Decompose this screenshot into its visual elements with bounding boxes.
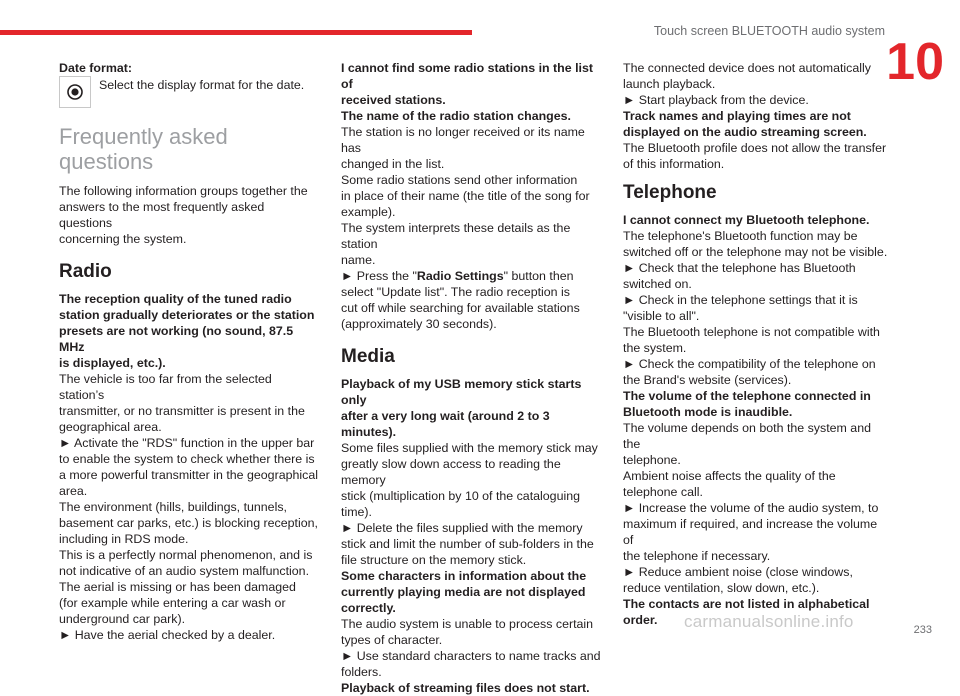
text-line: Bluetooth mode is inaudible.	[623, 405, 793, 419]
faq-heading-line: Frequently asked	[59, 124, 228, 149]
text-line: answers to the most frequently asked questions	[59, 200, 265, 230]
text-line: reduce ventilation, slow down, etc.).	[623, 581, 820, 595]
text-line: The system interprets these details as the station	[341, 221, 571, 251]
text-line: "visible to all".	[623, 309, 700, 323]
text-line: cut off while searching for available stations	[341, 301, 580, 315]
text-line: changed in the list.	[341, 157, 445, 171]
text-line: telephone call.	[623, 485, 703, 499]
text-line: select "Update list". The radio reception is	[341, 285, 570, 299]
date-format-label: Date format:	[59, 61, 132, 75]
radio-answer-stations	[341, 124, 606, 332]
text-line: ► Reduce ambient noise (close windows,	[623, 565, 853, 579]
text-line: launch playback.	[623, 77, 716, 91]
telephone-answer-volume	[623, 420, 888, 596]
text-line: correctly.	[341, 601, 396, 615]
date-format-text: Select the display format for the date.	[99, 78, 305, 92]
text-line: Ambient noise affects the quality of the	[623, 469, 836, 483]
text-line: ► Activate the "RDS" function in the upper bar	[59, 436, 315, 450]
text-line: presets are not working (no sound, 87.5 MHz	[59, 324, 294, 354]
text-line: station gradually deteriorates or the station	[59, 308, 315, 322]
text-line: geographical area.	[59, 420, 162, 434]
text-line: The Bluetooth profile does not allow the transfer	[623, 141, 887, 155]
radio-settings-button-label: Radio Settings	[416, 269, 504, 283]
text-line: (for example while entering a car wash or	[59, 596, 286, 610]
text-line: I cannot find some radio stations in the list of	[341, 61, 593, 91]
page-number: 233	[913, 624, 932, 636]
faq-intro	[59, 183, 319, 247]
text-run: " button then	[503, 269, 574, 283]
radio-answer	[59, 371, 319, 643]
text-line: The volume of the telephone connected in	[623, 389, 871, 403]
text-line: file structure on the memory stick.	[341, 553, 527, 567]
text-line: Some radio stations send other information	[341, 173, 578, 187]
column-right	[623, 60, 888, 628]
telephone-answer-connect	[623, 228, 888, 388]
text-line: concerning the system.	[59, 232, 187, 246]
column-middle	[341, 60, 606, 696]
text-line: (approximately 30 seconds).	[341, 317, 497, 331]
media-question-track-names	[623, 108, 888, 140]
text-run: ► Press the "	[341, 269, 417, 283]
text-line: The reception quality of the tuned radio	[59, 292, 292, 306]
text-line: displayed on the audio streaming screen.	[623, 125, 867, 139]
radio-heading: Radio	[59, 261, 112, 282]
text-line: the system.	[623, 341, 687, 355]
chapter-number: 10	[886, 33, 944, 91]
text-line: The environment (hills, buildings, tunnels,	[59, 500, 287, 514]
text-line: The name of the radio station changes.	[341, 109, 571, 123]
media-answer-streaming	[623, 60, 888, 108]
text-line: The Bluetooth telephone is not compatible with	[623, 325, 880, 339]
text-line	[341, 268, 606, 284]
text-line: stick and limit the number of sub-folders in the	[341, 537, 594, 551]
text-line: order.	[623, 613, 658, 627]
media-answer-track-names	[623, 140, 888, 172]
header-accent-bar	[0, 30, 472, 35]
faq-heading	[59, 124, 319, 174]
text-line: transmitter, or no transmitter is present in the	[59, 404, 305, 418]
text-line: ► Check in the telephone settings that it is	[623, 293, 858, 307]
header-title: Touch screen BLUETOOTH audio system	[653, 24, 885, 38]
date-format-row	[59, 76, 319, 108]
text-line: example).	[341, 205, 396, 219]
text-line: telephone.	[623, 453, 681, 467]
text-line: to enable the system to check whether there is	[59, 452, 315, 466]
text-line: Some files supplied with the memory stick may	[341, 441, 598, 455]
media-question-characters	[341, 568, 606, 616]
text-line: basement car parks, etc.) is blocking reception,	[59, 516, 318, 530]
text-line: The aerial is missing or has been damaged	[59, 580, 296, 594]
text-line: ► Delete the files supplied with the memory	[341, 521, 583, 535]
telephone-heading: Telephone	[623, 182, 717, 203]
radio-question-stations	[341, 60, 606, 124]
text-line: ► Have the aerial checked by a dealer.	[59, 628, 276, 642]
text-line: stick (multiplication by 10 of the cataloguing	[341, 489, 580, 503]
text-line: ► Check that the telephone has Bluetooth	[623, 261, 856, 275]
column-left	[59, 60, 319, 643]
text-line: ► Increase the volume of the audio system, to	[623, 501, 879, 515]
text-line: not indicative of an audio system malfunction.	[59, 564, 310, 578]
text-line: the Brand's website (services).	[623, 373, 792, 387]
media-question-usb	[341, 376, 606, 440]
text-line: folders.	[341, 665, 382, 679]
text-line: The following information groups together the	[59, 184, 308, 198]
text-line: the telephone if necessary.	[623, 549, 771, 563]
text-line: ► Check the compatibility of the telephone on	[623, 357, 876, 371]
text-line: greatly slow down access to reading the memory	[341, 457, 561, 487]
text-line: types of character.	[341, 633, 443, 647]
text-line: The connected device does not automatically	[623, 61, 871, 75]
text-line: The audio system is unable to process certain	[341, 617, 594, 631]
text-line: in place of their name (the title of the song for	[341, 189, 590, 203]
radio-button-icon	[59, 76, 91, 108]
text-line: a more powerful transmitter in the geographical	[59, 468, 318, 482]
text-line: received stations.	[341, 93, 446, 107]
radio-question	[59, 291, 319, 371]
text-line: Track names and playing times are not	[623, 109, 851, 123]
text-line: of this information.	[623, 157, 725, 171]
text-line: The station is no longer received or its name has	[341, 125, 585, 155]
media-heading: Media	[341, 346, 395, 367]
media-answer-characters	[341, 616, 606, 680]
text-line: currently playing media are not displayed	[341, 585, 586, 599]
text-line: after a very long wait (around 2 to 3 minutes).	[341, 409, 550, 439]
text-line: switched on.	[623, 277, 692, 291]
telephone-question-volume	[623, 388, 888, 420]
media-answer-usb	[341, 440, 606, 568]
text-line: The contacts are not listed in alphabetical	[623, 597, 870, 611]
watermark: carmanualsonline.info	[684, 612, 854, 631]
text-line: time).	[341, 505, 372, 519]
text-line: The volume depends on both the system and the	[623, 421, 871, 451]
text-line: underground car park).	[59, 612, 186, 626]
text-line: Some characters in information about the	[341, 569, 587, 583]
text-line: ► Start playback from the device.	[623, 93, 809, 107]
text-line: ► Use standard characters to name tracks and	[341, 649, 601, 663]
text-line: The vehicle is too far from the selected station’s	[59, 372, 272, 402]
text-line: The telephone's Bluetooth function may be	[623, 229, 858, 243]
faq-heading-line: questions	[59, 149, 154, 174]
text-line: This is a perfectly normal phenomenon, and is	[59, 548, 313, 562]
text-line: name.	[341, 253, 376, 267]
telephone-question-connect: I cannot connect my Bluetooth telephone.	[623, 213, 870, 227]
text-line: maximum if required, and increase the volume of	[623, 517, 878, 547]
text-line: area.	[59, 484, 88, 498]
text-line: including in RDS mode.	[59, 532, 189, 546]
text-line: is displayed, etc.).	[59, 356, 166, 370]
text-line: switched off or the telephone may not be visible.	[623, 245, 888, 259]
text-line: Playback of my USB memory stick starts only	[341, 377, 582, 407]
media-question-streaming: Playback of streaming files does not start.	[341, 681, 590, 695]
